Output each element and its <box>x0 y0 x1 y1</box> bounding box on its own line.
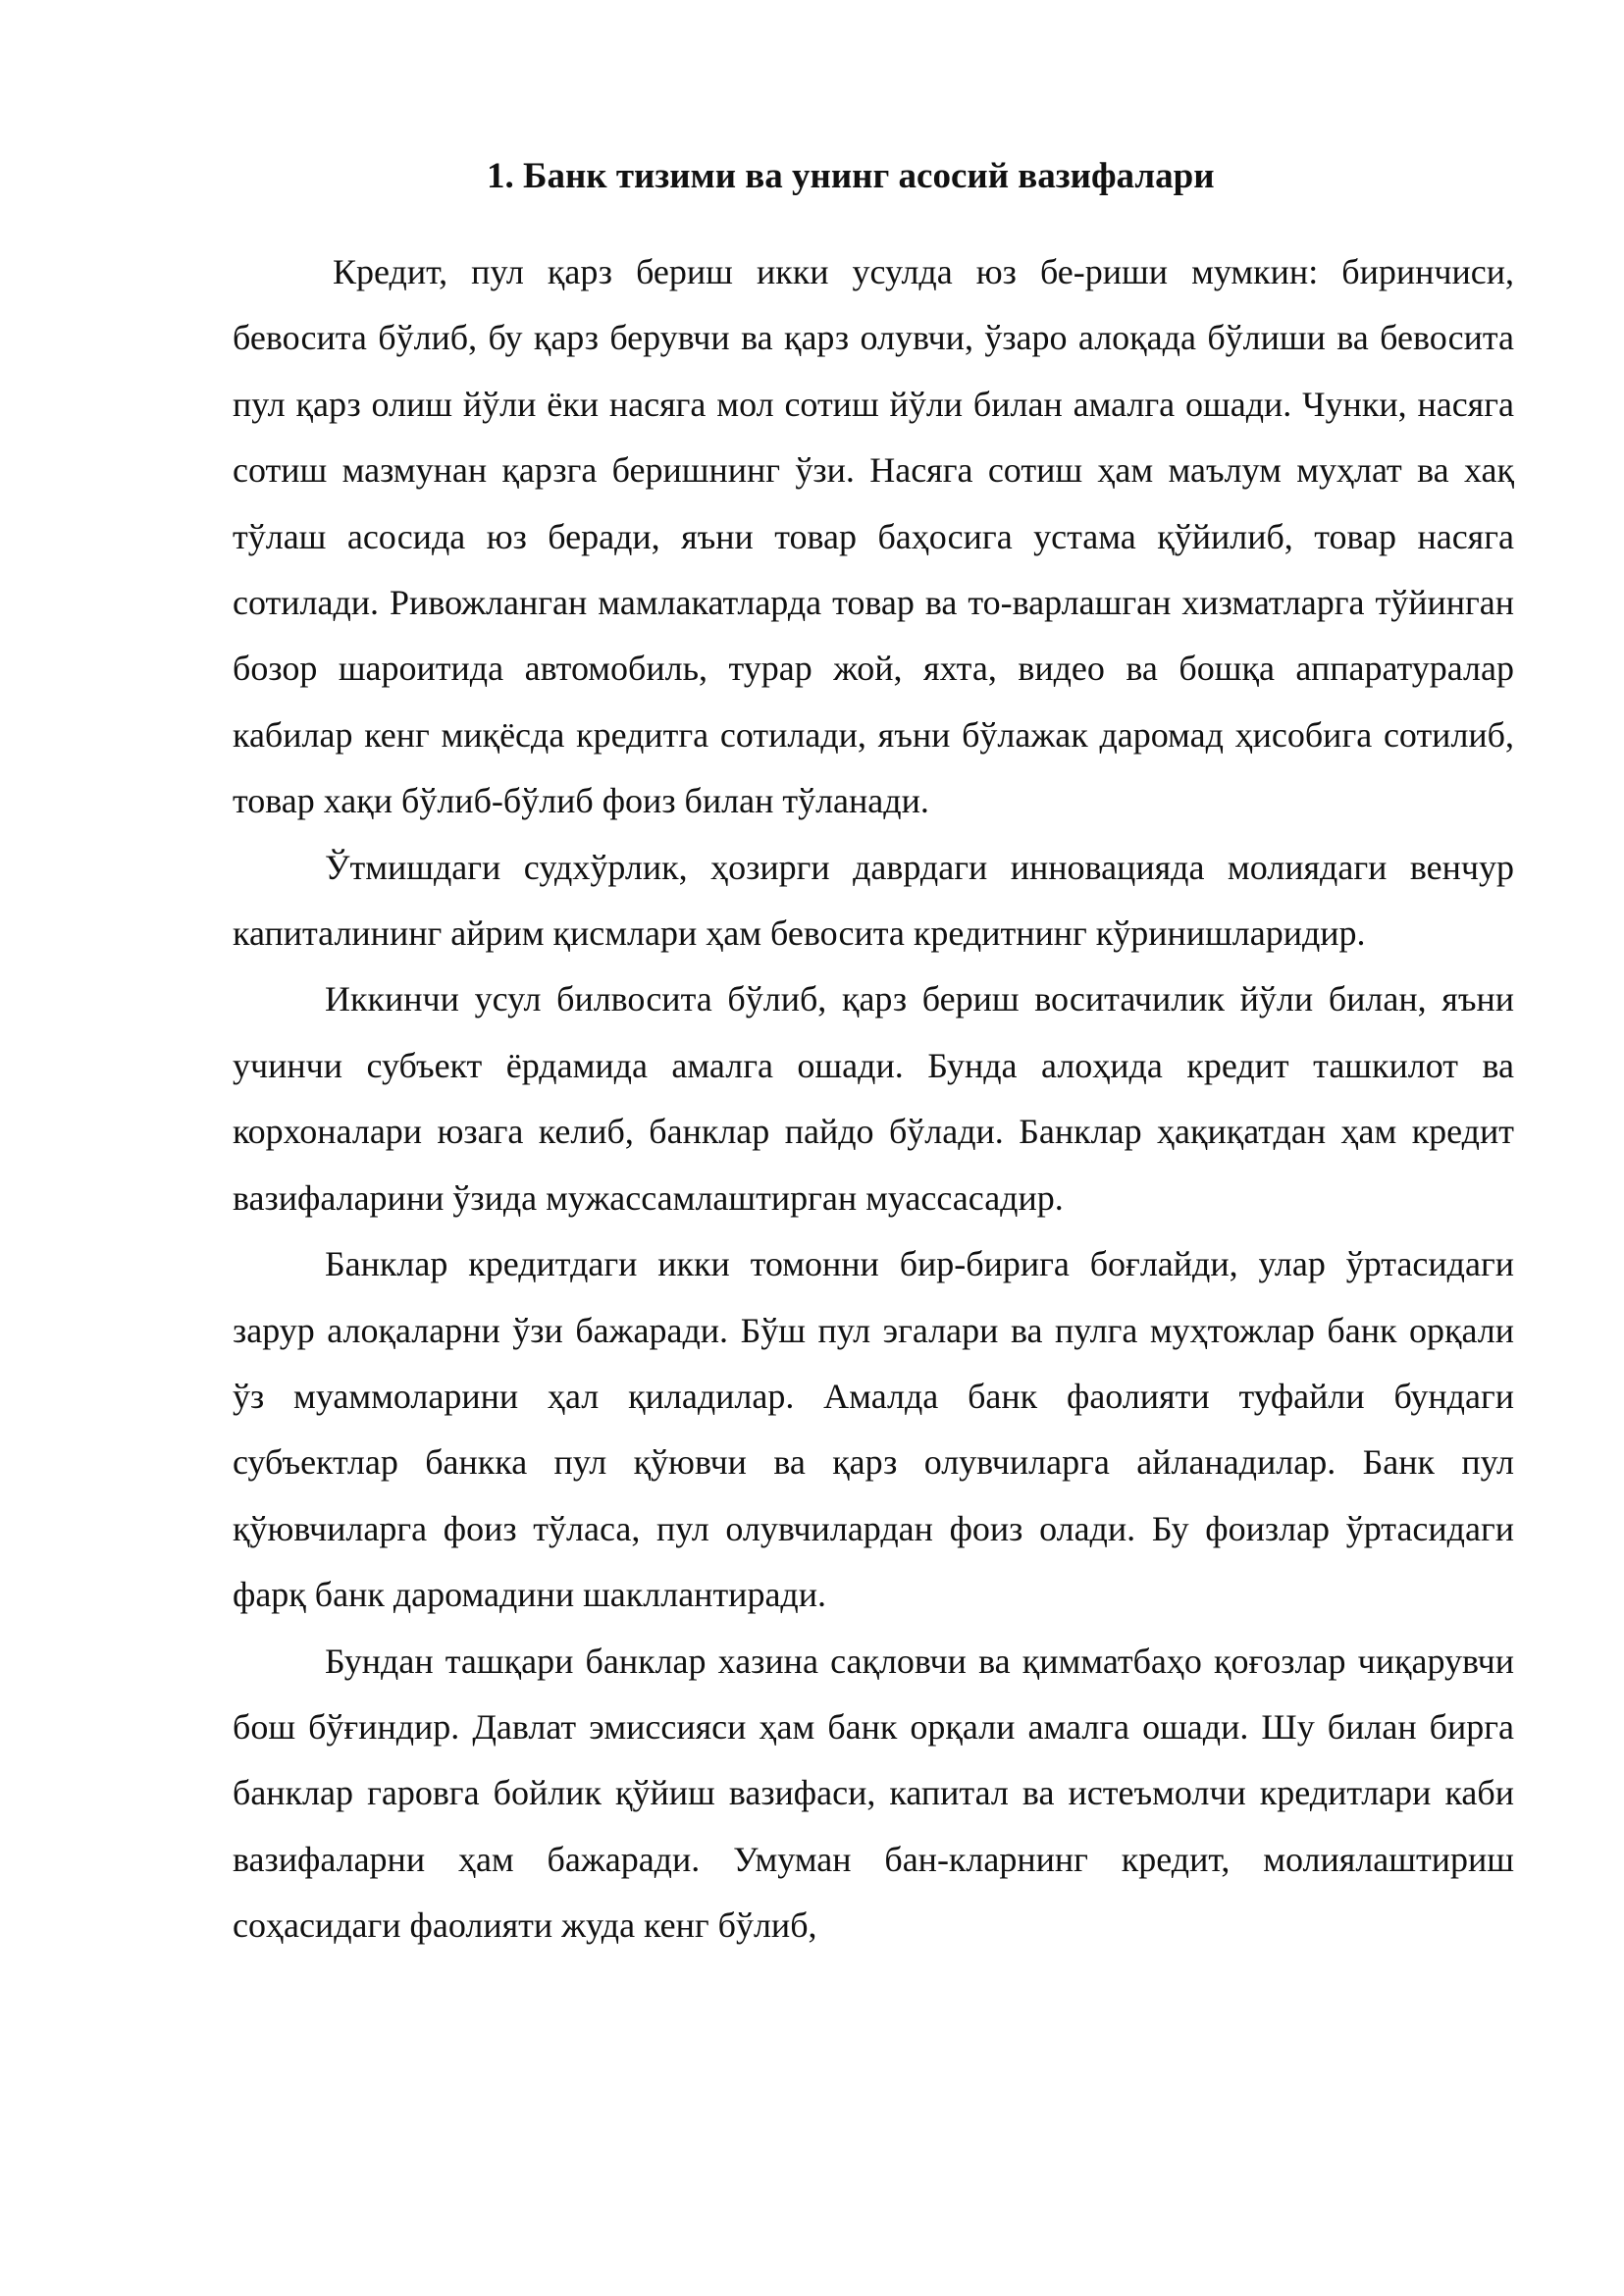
paragraph-indirect-credit: Иккинчи усул билвосита бўлиб, қарз бериш воситачилик йўли билан, яъни учинчи субъект ёрдамида амалга ошади. Бунда алоҳида кредит ташкилот ва корхоналари юзага келиб, банклар пайдо бўлади. Банклар ҳақиқатдан ҳам кредит вазифаларини ўзида мужассамлаштирган муассасадир. <box>233 979 1514 1218</box>
paragraph-bank-functions: Бундан ташқари банклар хазина сақловчи ва қимматбаҳо қоғозлар чиқарувчи бош бўғиндир. Давлат эмиссияси ҳам банк орқали амалга ошади. Шу билан бирга банклар гаровга бойлик қўйиш вазифаси, капитал ва истеъмолчи кредитлари каби вазифаларни ҳам бажаради. Умуман бан-кларнинг кредит, молиялаштириш соҳасидаги фаолияти жуда кенг бўлиб, <box>233 1641 1514 1946</box>
paragraph-credit-methods: Кредит, пул қарз бериш икки усулда юз бе-риши мумкин: биринчиси, бевосита бўлиб, бу қарз берувчи ва қарз олувчи, ўзаро алоқада бўлиши ва бевосита пул қарз олиш йўли ёки насяга мол сотиш йўли билан амалга ошади. Чунки, насяга сотиш мазмунан қарзга беришнинг ўзи. Насяга сотиш ҳам маълум муҳлат ва хақ тўлаш асосида юз беради, яъни товар баҳосига устама қўйилиб, товар насяга сотилади. Ривожланган мамлакатларда товар ва то-варлашган хизматларга тўйинган бозор шароитида автомобиль, турар жой, яхта, видео ва бошқа аппаратуралар кабилар кенг миқёсда кредитга сотилади, яъни бўлажак даромад ҳисобига сотилиб, товар хақи бўлиб-бўлиб фоиз билан тўланади. <box>233 252 1514 821</box>
document-body <box>233 239 1514 1959</box>
paragraph-usury: Ўтмишдаги судхўрлик, ҳозирги даврдаги инновацияда молиядаги венчур капиталининг айрим қисмлари ҳам бевосита кредитнинг кўринишларидир. <box>233 847 1514 954</box>
section-heading: 1. Банк тизими ва унинг асосий вазифалари <box>487 156 1215 196</box>
paragraph-bank-intermediation: Банклар кредитдаги икки томонни бир-бирига боғлайди, улар ўртасидаги зарур алоқаларни ўзи бажаради. Бўш пул эгалари ва пулга муҳтожлар банк орқали ўз муаммоларини ҳал қиладилар. Амалда банк фаолияти туфайли бундаги субъектлар банкка пул қўювчи ва қарз олувчиларга айланадилар. Банк пул қўювчиларга фоиз тўласа, пул олувчилардан фоиз олади. Бу фоизлар ўртасидаги фарқ банк даромадини шакллантиради. <box>233 1244 1514 1615</box>
